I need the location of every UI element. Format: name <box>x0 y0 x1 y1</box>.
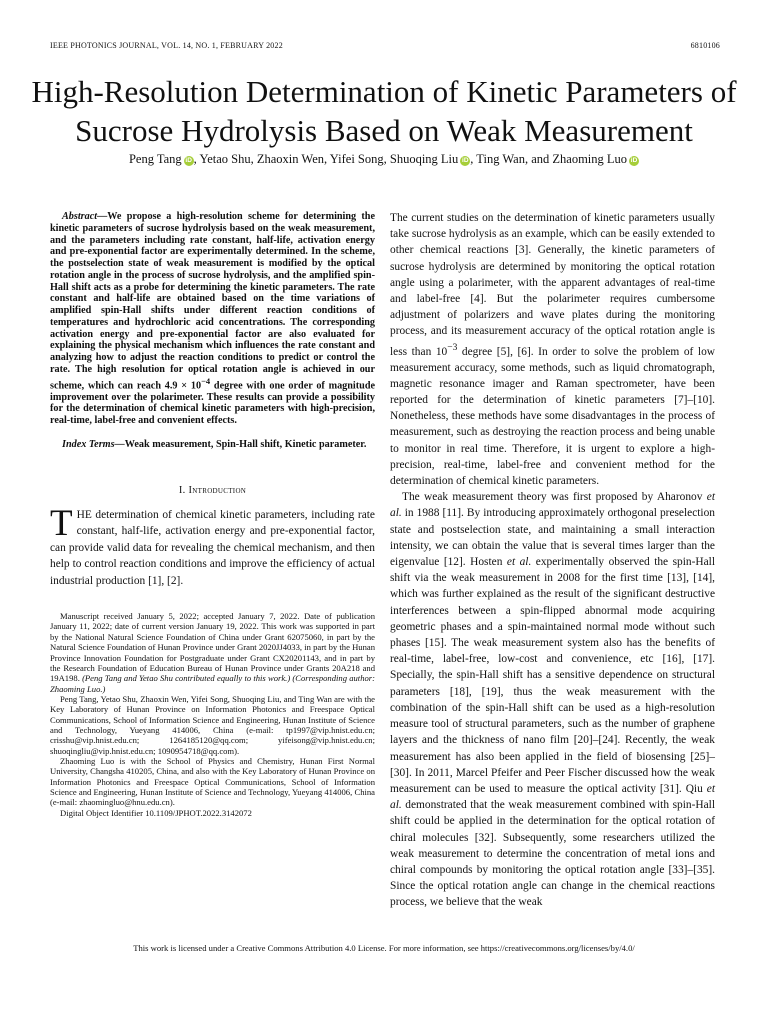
et-al: et al. <box>506 556 532 569</box>
left-column <box>50 211 375 818</box>
running-header-journal: IEEE PHOTONICS JOURNAL, VOL. 14, NO. 1, FEBRUARY 2022 <box>50 41 283 50</box>
resolution-value: 4.9 × 10 <box>164 379 202 391</box>
et-al: et al. <box>390 491 715 520</box>
body-paragraph <box>390 489 715 910</box>
abstract-label: Abstract— <box>62 211 108 222</box>
body-text: in 1988 [11]. By introducing approximately orthogonal preselection state and postselection state, and maintaining a small interaction intensity, we can obtain the value that is several times larger than the eigenvalue [12]. Hosten <box>390 507 715 569</box>
index-terms-text: Weak measurement, Spin-Hall shift, Kinetic parameter. <box>124 438 367 450</box>
section-title: Introduction <box>188 484 247 496</box>
et-al: et al. <box>390 782 715 812</box>
drop-cap: T <box>50 502 73 544</box>
resolution-exponent: −4 <box>201 375 211 386</box>
affiliation-note: Peng Tang, Yetao Shu, Zhaoxin Wen, Yifei Song, Shuoqing Liu, and Ting Wan are with the Key Laboratory of Hunan Province on Information Photonics and Freespace Optical Communications, School of Information Science and Engineering, Hunan Institute of Science and Technology, Yueyang 414006, China (e-mail: tp1997@vip.hnist.edu.cn; crisshu@vip.hnist.edu.cn; 1264185120@qq.com; yifeisong@vip.hnist.edu.cn; shuoqingliu@vip.hnist.edu.cn; 1090954718@qq.com). <box>50 693 375 756</box>
right-column <box>390 210 715 911</box>
body-text: demonstrated that the weak measurement combined with spin-Hall shift could be applied in the determination for the optical rotation of chiral molecules [32]. Subsequently, some researchers utilized the weak measurement to determine the concentration of metal ions and chiral compounds by monitoring the optical rotation angle [33]–[35]. Since the optical rotation angle can change in the chemical reactions process, we believe that the weak <box>390 799 715 909</box>
abstract-text: We propose a high-resolution scheme for determining the kinetic parameters of sucrose hydrolysis based on the weak measurement, and the parameters including rate constant, half-life, activation energy and pre-exponential factor are experimentally determined. In the scheme, the postselection state of weak measurement is modified by the optical rotation angle in the process of sucrose hydrolysis, and the amplified spin-Hall shift acts as a probe for determining the kinetic parameters. The rate constant and half-life are obtained based on the time variations of amplified spin-Hall shifts under different reaction conditions of temperatures and hydrochloric acid concentrations. The corresponding activation energy and pre-exponential factor are also evaluated for explaining the physical mechanism which influences the rate constant and analyzing how to adjust the reaction conditions to predict or control the rate. The high resolution for optical rotation angle is achieved in our scheme, which can reach <box>50 211 375 391</box>
author-names: , Ting Wan, and Zhaoming Luo <box>470 152 628 166</box>
doi-line[interactable]: Digital Object Identifier 10.1109/JPHOT.2022.3142072 <box>60 807 252 818</box>
orcid-icon[interactable]: iD <box>462 157 469 164</box>
paper-title: High-Resolution Determination of Kinetic Parameters of Sucrose Hydrolysis Based on Weak Measurement <box>31 74 737 148</box>
footnotes <box>50 611 375 818</box>
affiliation-note: Zhaoming Luo is with the School of Physics and Chemistry, Hunan First Normal University, Changsha 410205, China, and also with the Key Laboratory of Hunan Province on Information Photonics and Freespace Optical Communications, School of Information Science and Engineering, Hunan Institute of Science and Technology, Yueyang 414006, China (e-mail: zhaomingluo@hnu.edu.cn). <box>50 755 375 808</box>
index-terms <box>50 439 375 451</box>
abstract-text-end: degree with one order of magnitude improvement over the polarimeter. These results can provide a possibility for the determination of chemical kinetic parameters with high-precision, real-time, label-free and convenient effects. <box>50 379 376 427</box>
author-names: , Yetao Shu, Zhaoxin Wen, Yifei Song, Shuoqing Liu <box>193 152 459 166</box>
article-number: 6810106 <box>690 41 720 50</box>
orcid-icon[interactable]: iD <box>630 157 638 164</box>
license-footer[interactable]: This work is licensed under a Creative Commons Attribution 4.0 License. For more information, see https://creativecommons.org/licenses/by/4.0/ <box>133 943 635 953</box>
abstract <box>50 211 375 427</box>
intro-text: HE determination of chemical kinetic parameters, including rate constant, half-life, activation energy and pre-exponential factor, can provide valid data for revealing the chemical mechanism, and then help to control reaction conditions and improve the efficiency of actual industrial production [1], [2]. <box>50 508 375 587</box>
body-text: degree [5], [6]. In order to solve the problem of low measurement accuracy, some methods, such as liquid chromatograph, magnetic resonance imager and Raman spectrometer, have been reported for the determination of kinetic parameters [7]–[10]. Nonetheless, these methods have some disadvantages in the process of measurement, such as destroying the reaction process and being unable to monitor in real time. Therefore, it is urgent to explore a high-precision, real-time, label-free and convenient method for the determination of chemical kinetic parameters. <box>390 345 715 488</box>
section-heading <box>50 485 375 496</box>
author-list <box>30 152 738 167</box>
funding-text: Manuscript received January 5, 2022; accepted January 7, 2022. Date of publication January 11, 2022; date of current version January 19, 2022. This work was supported in part by the National Natural Science Foundation of China under Grant 62075060, in part by the Natural Science Foundation of Hunan Province under Grant 2020JJ4033, in part by the Hunan Province Innovation Foundation for Postgraduate under Grant CX20201143, and in part by the Research Foundation of Education Bureau of Hunan Province under Grants 20A218 and 19A198. <box>50 611 375 684</box>
body-paragraph <box>390 210 715 489</box>
body-text: experimentally observed the spin-Hall shift via the weak measurement in 2008 for the first time [13], [14], which was further explained as the result of the significant destructive interferences between a spin-flipped abnormal mode acquiring geometric phases and a spin-maintained normal mode without such phases [15]. The weak measurement system also has the benefits of real-time, label-free, low-cost and convenience, etc [16], [17]. Specially, the spin-Hall shift has a sensitive dependence on structural parameters [18], [19], thus the weak measurement with the combination of the spin-Hall shift can be used as a high-resolution measure tool of structural parameters, such as the number of graphene layers and the thickness of nano film [20]–[24]. Recently, the weak measurement has also been applied in the field of biosensing [25]–[30]. In 2011, Marcel Pfeifer and Peer Fischer discussed how the weak measurement can be used to measure the optical activity [31]. Qiu <box>390 556 715 795</box>
contribution-note: (Peng Tang and Yetao Shu contributed equally to this work.) (Corresponding author: Zhaoming Luo.) <box>50 673 375 694</box>
body-text: The weak measurement theory was first proposed by Aharonov <box>402 491 707 504</box>
accuracy-base: 10 <box>435 345 448 358</box>
index-terms-label: Index Terms— <box>62 438 125 450</box>
intro-paragraph <box>50 502 375 590</box>
accuracy-exponent: −3 <box>447 342 458 353</box>
manuscript-note <box>50 611 375 694</box>
orcid-icon[interactable]: iD <box>185 157 192 164</box>
body-text: The current studies on the determination of kinetic parameters usually take sucrose hydrolysis as an example, which can be easily extended to other chemical reactions [3]. Generally, the kinetic parameters of sucrose hydrolysis are determined by monitoring the optical rotation angle using a polarimeter, with the apparent advantages of real-time and label-free [4]. But the polarimeter requires cumbersome adjustment of polarizers and wave plates during the monitoring process, and its measurement accuracy of the optical rotation angle is less than <box>390 212 715 358</box>
section-number: I. <box>178 484 189 496</box>
author-name: Peng Tang <box>128 152 182 166</box>
